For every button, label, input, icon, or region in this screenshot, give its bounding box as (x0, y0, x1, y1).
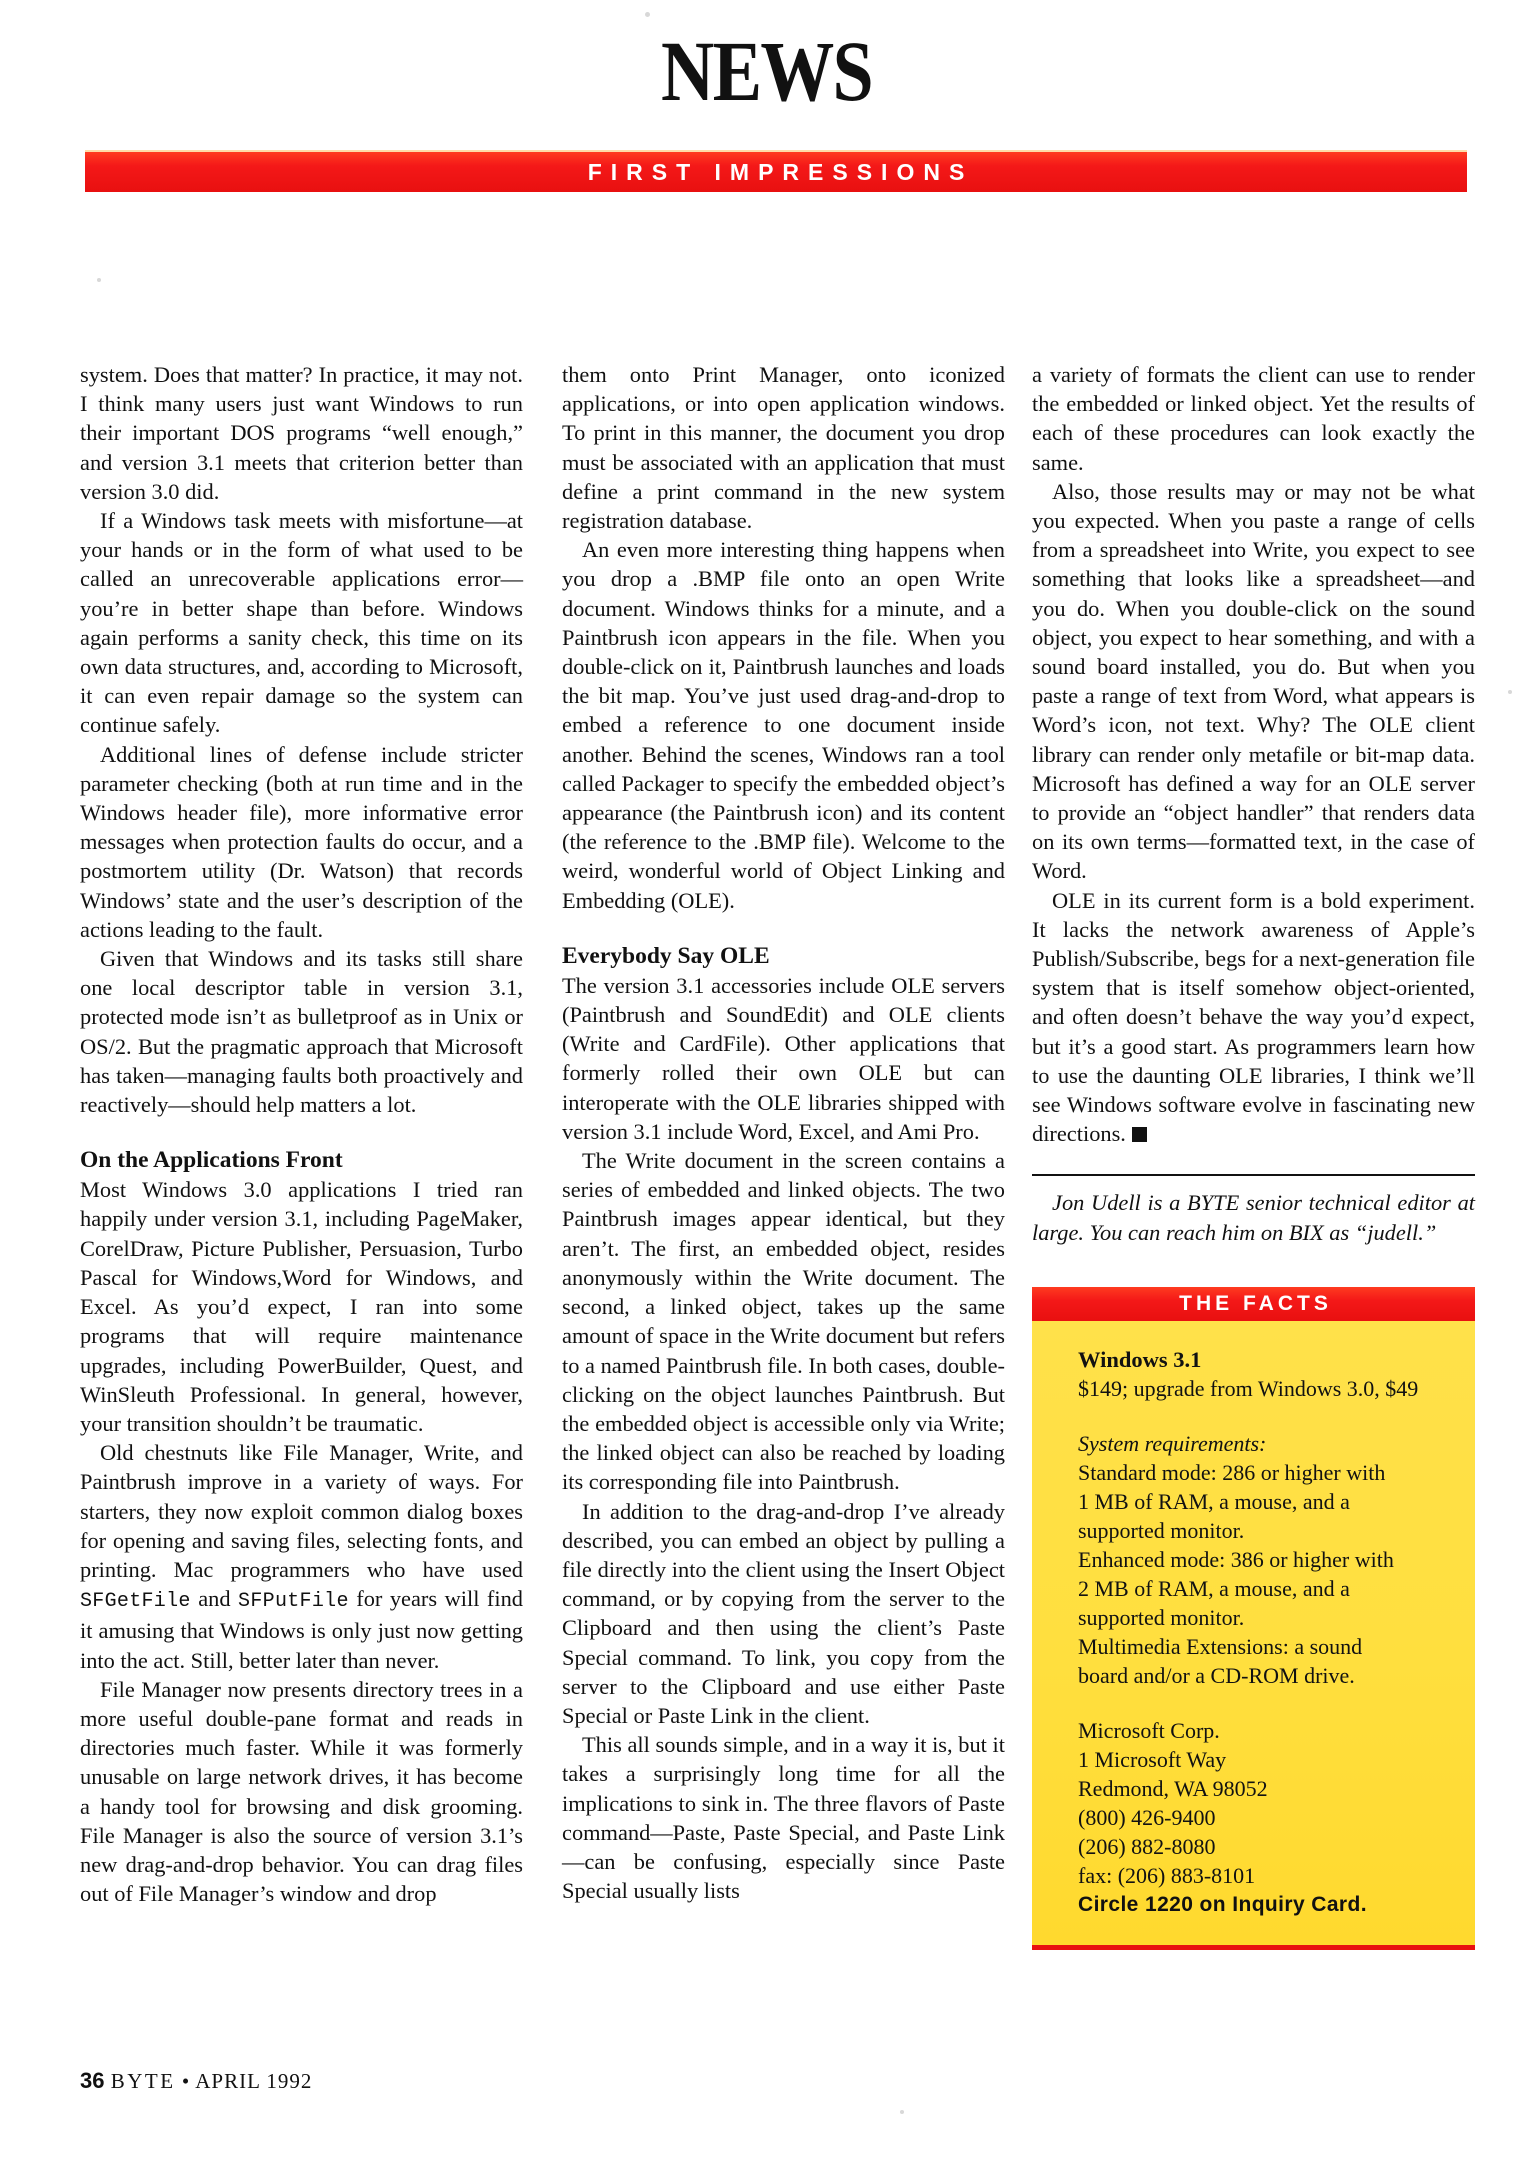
company-address (1058, 1716, 1449, 1890)
author-byline: Jon Udell is a BYTE senior technical editor at large. You can reach him on BIX as “judell.” (1032, 1190, 1475, 1245)
page-number: 36 (80, 2068, 105, 2093)
paragraph: The Write document in the screen contains a series of embedded and linked objects. The two Paintbrush images appear identical, but they aren’t. The first, an embedded object, resides anonymously within the Write document. The second, a linked object, takes up the same amount of space in the Write document but refers to a named Paintbrush file. In both cases, double-clicking on the object launches Paintbrush. But the embedded object is accessible only via Write; the linked object can also be reached by loading its corresponding file into Paintbrush. (562, 1148, 1005, 1495)
paragraph: This all sounds simple, and in a way it is, but it takes a surprisingly long time for all the implications to sink in. The three flavors of Paste command—Paste, Paste Special, and Paste Link—can be confusing, especially since Paste Special usually lists (562, 1732, 1005, 1904)
byline-divider (1032, 1174, 1475, 1176)
facts-line: (206) 882-8080 (1078, 1833, 1216, 1859)
product-name: Windows 3.1 (1078, 1346, 1202, 1372)
paragraph: If a Windows task meets with misfortune—at your hands or in the form of what used to be called an unrecoverable applications error—you’re in better shape than before. Windows again performs a sanity check, this time on its own data structures, and, according to Microsoft, it can even repair damage so the system can continue safely. (80, 508, 523, 738)
page-footer (80, 2068, 312, 2094)
scan-speck (1508, 690, 1512, 694)
paragraph: File Manager now presents directory trees in a more useful double-pane format and reads in directories much faster. While it was formerly unusable on large network drives, it has become a handy tool for browsing and disk grooming. File Manager is also the source of version 3.1’s new drag-and-drop behavior. You can drag files out of File Manager’s window and drop (80, 1676, 523, 1907)
facts-line: Multimedia Extensions: a sound (1078, 1633, 1363, 1659)
footer-separator: • (181, 2069, 191, 2093)
paragraph: Also, those results may or may not be what you expected. When you paste a range of cells from a spreadsheet into Write, you expect to see something that looks like a spreadsheet—and you do. When you double-click on the sound object, you expect to hear something, and with a sound board installed, you do. But when you paste a range of text from Word, what appears is Word’s icon, not text. Why? The OLE client library can render only metafile or bit-map data. Microsoft has defined a way for an OLE server to provide an “object handler” that renders data on its own terms—formatted text, in the case of Word. (1032, 478, 1475, 884)
paragraph-text: for years will find it amusing that Windows is only just now getting into the act. Still, better later than never. (80, 1586, 523, 1673)
system-requirements-label: System requirements: (1078, 1430, 1267, 1456)
publication-name: BYTE (110, 2069, 176, 2093)
spacer (1058, 1403, 1449, 1429)
facts-line: Enhanced mode: 386 or higher with (1078, 1546, 1394, 1572)
paragraph: In addition to the drag-and-drop I’ve already described, you can embed an object by pulling a file directly into the client using the Insert Object command, or by copying from the server to the Clipboard and then using the client’s Paste Special command. To link, you copy from the server to the Clipboard and use either Paste Special or Paste Link in the client. (562, 1498, 1005, 1728)
masthead (0, 0, 1533, 210)
section-subhead: On the Applications Front (80, 1147, 343, 1174)
paragraph: Most Windows 3.0 applications I tried ran happily under version 3.1, including PageMaker, CorelDraw, Picture Publisher, Persuasion, Turbo Pascal for Windows,Word for Windows, and Excel. As you’d expect, I ran into some programs that will require maintenance upgrades, including PowerBuilder, Quest, and WinSleuth Professional. In general, however, your transition shouldn’t be traumatic. (80, 1177, 523, 1436)
facts-line: 1 MB of RAM, a mouse, and a (1078, 1488, 1350, 1514)
article-column-2 (562, 360, 1005, 1905)
api-name-sfgetfile: SFGetFile (80, 1590, 191, 1614)
facts-line: Standard mode: 286 or higher with (1078, 1459, 1386, 1485)
paragraph: them onto Print Manager, onto iconized applications, or into open application windows. To print in this manner, the document you drop must be associated with an application that must define a print command in the new system registration database. (562, 362, 1005, 534)
facts-line: (800) 426-9400 (1078, 1804, 1216, 1830)
paragraph: Additional lines of defense include stricter parameter checking (both at run time and in the Windows header file), more informative error messages when protection faults do occur, and a postmortem utility (Dr. Watson) that records Windows’ state and the user’s description of the actions leading to the fault. (80, 741, 523, 942)
article-column-1 (80, 360, 523, 1908)
inquiry-card-line: Circle 1220 on Inquiry Card. (1078, 1892, 1367, 1916)
paragraph-text: OLE in its current form is a bold experiment. It lacks the network awareness of Apple’s Publish/Subscribe, begs for a next-generation file system that is itself somehow object-oriented, and often doesn’t behave the way you’d expect, but it’s a good start. As programmers learn how to use the daunting OLE libraries, I think we’ll see Windows software evolve in fascinating new directions. (1032, 887, 1475, 1147)
facts-line: board and/or a CD-ROM drive. (1078, 1662, 1355, 1688)
the-facts-header: THE FACTS (1032, 1287, 1475, 1321)
facts-line: fax: (206) 883-8101 (1078, 1862, 1256, 1888)
paragraph: a variety of formats the client can use to render the embedded or linked object. Yet the results of each of these procedures can look exactly the same. (1032, 362, 1475, 475)
scan-speck (645, 12, 650, 17)
system-requirements-list (1058, 1458, 1449, 1690)
article-column-3 (1032, 360, 1475, 1950)
paragraph (1032, 886, 1475, 1149)
the-facts-box (1032, 1287, 1475, 1950)
paragraph (80, 1438, 523, 1675)
paragraph-text: Old chestnuts like File Manager, Write, and Paintbrush improve in a variety of ways. For starters, they now exploit common dialog boxes for opening and saving files, selecting fonts, and printing. Mac programmers who have used (80, 1440, 523, 1582)
paragraph: system. Does that matter? In practice, it may not. I think many users just want Windows to run their important DOS programs “well enough,” and version 3.1 meets that criterion better than version 3.0 did. (80, 362, 523, 504)
api-name-sfputfile: SFPutFile (238, 1590, 349, 1614)
section-subhead: Everybody Say OLE (562, 942, 770, 969)
facts-line: 1 Microsoft Way (1078, 1746, 1227, 1772)
paragraph: Given that Windows and its tasks still share one local descriptor table in version 3.1, protected mode isn’t as bulletproof as in Unix or OS/2. But the pragmatic approach that Microsoft has taken—managing faults both proactively and reactively—should help matters a lot. (80, 946, 523, 1118)
facts-line: supported monitor. (1078, 1517, 1245, 1543)
paragraph: An even more interesting thing happens when you drop a .BMP file onto an open Write document. Windows thinks for a minute, and a Paintbrush icon appears in the file. When you double-click on it, Paintbrush launches and loads the bit map. You’ve just used drag-and-drop to embed a reference to one document inside another. Behind the scenes, Windows ran a tool called Packager to specify the embedded object’s appearance (the Paintbrush icon) and its content (the reference to the .BMP file). Welcome to the weird, wonderful world of Object Linking and Embedding (OLE). (562, 537, 1005, 913)
section-band-label: FIRST IMPRESSIONS (587, 159, 974, 185)
paragraph: The version 3.1 accessories include OLE servers (Paintbrush and SoundEdit) and OLE clients (Write and CardFile). Other applications that formerly rolled their own OLE but can interoperate with the OLE libraries shipped with version 3.1 include Word, Excel, and Ami Pro. (562, 972, 1005, 1144)
facts-line: Microsoft Corp. (1078, 1717, 1220, 1743)
product-price: $149; upgrade from Windows 3.0, $49 (1078, 1375, 1419, 1401)
end-mark-icon (1132, 1127, 1147, 1142)
section-band (85, 152, 1467, 192)
facts-line: Redmond, WA 98052 (1078, 1775, 1268, 1801)
issue-date: APRIL 1992 (195, 2069, 313, 2093)
spacer (1058, 1690, 1449, 1716)
paragraph-text: and (190, 1586, 239, 1612)
the-facts-body (1032, 1321, 1475, 1950)
facts-line: 2 MB of RAM, a mouse, and a (1078, 1575, 1350, 1601)
facts-line: supported monitor. (1078, 1604, 1245, 1630)
scan-speck (900, 2110, 904, 2114)
page-title: NEWS (661, 23, 872, 119)
scan-speck (97, 278, 101, 282)
